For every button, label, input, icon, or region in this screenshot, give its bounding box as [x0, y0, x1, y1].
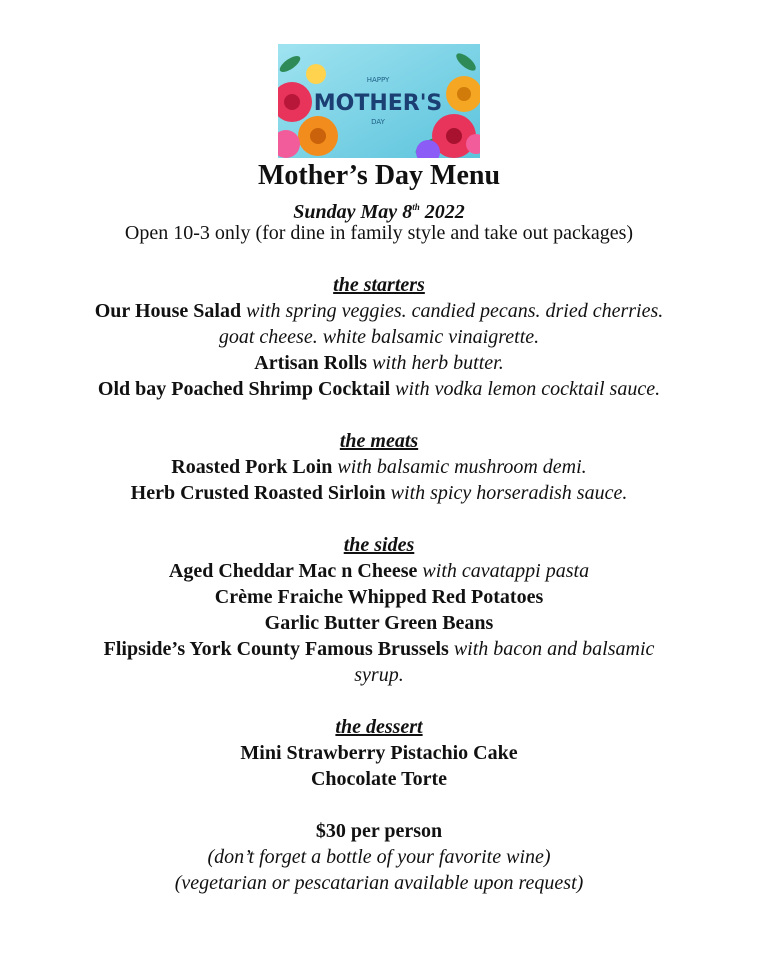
item-name: Roasted Pork Loin [171, 456, 333, 478]
item-name: Flipside’s York County Famous Brussels [103, 638, 449, 660]
date-year: 2022 [419, 201, 465, 223]
opening-hours: Open 10-3 only (for dine in family style and take out packages) [124, 222, 634, 244]
floral-banner-graphic [278, 44, 480, 158]
section-title-starters: the starters [333, 274, 425, 296]
price-per-person: $30 per person [315, 820, 443, 842]
wine-note: (don’t forget a bottle of your favorite wine) [207, 846, 551, 868]
menu-item-artisan-rolls [0, 350, 758, 376]
item-description: with balsamic mushroom demi. [332, 456, 587, 478]
menu-item-brussels [0, 636, 758, 662]
mothers-day-banner-image [278, 44, 480, 158]
menu-item-shrimp-cocktail [0, 376, 758, 402]
banner-mothers-text: MOTHER'S [313, 91, 443, 116]
banner-day-text: DAY [371, 118, 385, 126]
banner-happy-text: HAPPY [366, 76, 390, 84]
menu-item-sirloin [0, 480, 758, 506]
menu-item-red-potatoes: Crème Fraiche Whipped Red Potatoes [214, 586, 544, 608]
item-description: with bacon and balsamic [448, 638, 655, 660]
section-title-dessert: the dessert [335, 716, 423, 738]
section-title-meats: the meats [339, 430, 419, 452]
date-ordinal-suffix: th [412, 202, 420, 212]
item-description: with herb butter. [367, 352, 504, 374]
item-name: Artisan Rolls [254, 352, 368, 374]
vegetarian-note: (vegetarian or pescatarian available upon request) [174, 872, 584, 894]
item-description: with spicy horseradish sauce. [385, 482, 628, 504]
page-title: Mother’s Day Menu [257, 160, 501, 191]
item-description-continued: syrup. [354, 664, 404, 686]
menu-item-mac-n-cheese [0, 558, 758, 584]
item-description: with spring veggies. candied pecans. dried cherries. [241, 300, 664, 322]
menu-body [0, 272, 758, 896]
menu-item-chocolate-torte: Chocolate Torte [310, 768, 448, 790]
item-description-continued: goat cheese. white balsamic vinaigrette. [218, 326, 540, 348]
menu-item-house-salad [0, 298, 758, 324]
item-description: with vodka lemon cocktail sauce. [390, 378, 661, 400]
section-title-sides: the sides [343, 534, 415, 556]
menu-item-pork-loin [0, 454, 758, 480]
item-name: Our House Salad [94, 300, 242, 322]
menu-item-strawberry-cake: Mini Strawberry Pistachio Cake [240, 742, 518, 764]
date-text: Sunday May 8 [293, 201, 413, 223]
item-description: with cavatappi pasta [417, 560, 590, 582]
item-name: Herb Crusted Roasted Sirloin [130, 482, 386, 504]
item-name: Old bay Poached Shrimp Cocktail [97, 378, 391, 400]
menu-item-green-beans: Garlic Butter Green Beans [264, 612, 494, 634]
item-name: Aged Cheddar Mac n Cheese [168, 560, 418, 582]
